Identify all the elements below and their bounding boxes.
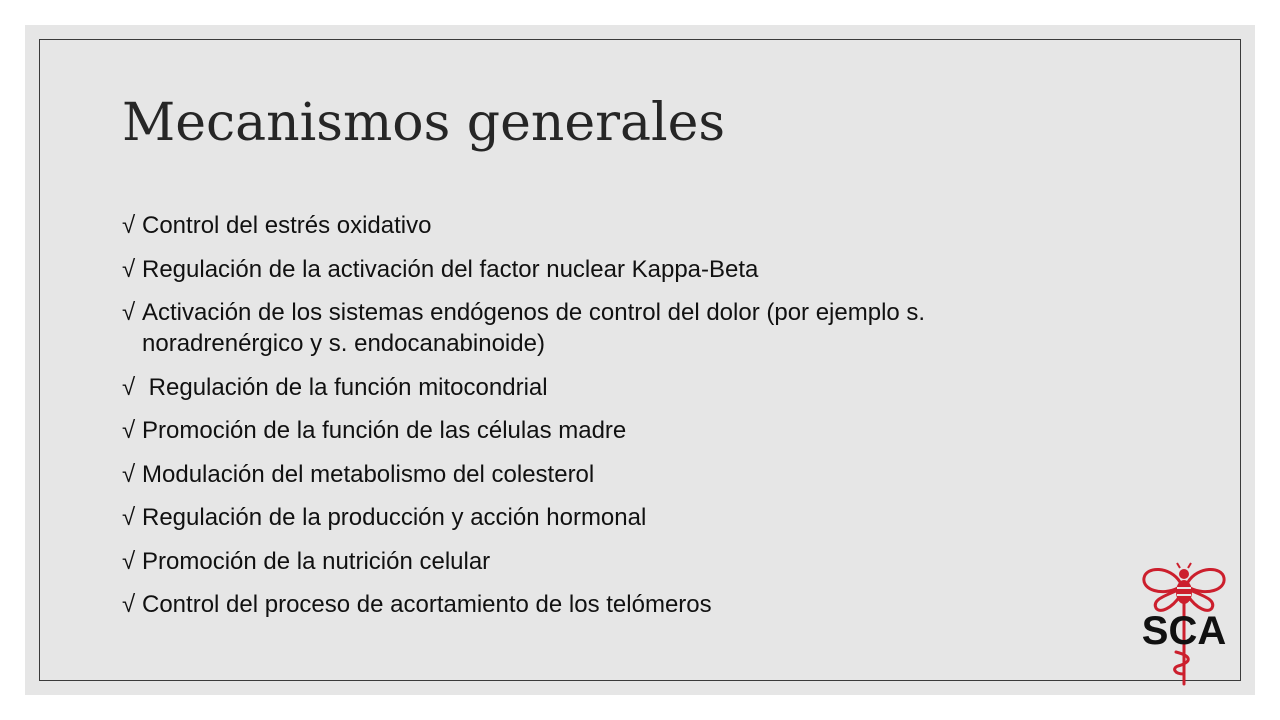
bullet-text: Modulación del metabolismo del colesterol xyxy=(142,460,595,488)
logo-text: SCA xyxy=(1141,609,1227,653)
checkmark-icon: √ xyxy=(122,547,136,575)
bullet-item xyxy=(122,254,1082,285)
checkmark-icon: √ xyxy=(122,373,136,401)
bullet-text: Control del proceso de acortamiento de los telómeros xyxy=(142,591,712,618)
checkmark-icon: √ xyxy=(122,212,136,239)
bullet-item xyxy=(122,502,1082,533)
bullet-list xyxy=(122,210,1082,633)
sca-logo xyxy=(1132,560,1236,688)
bullet-text: Regulación de la activación del factor nuclear Kappa-Beta xyxy=(142,255,759,283)
bullet-text: Activación de los sistemas endógenos de control del dolor (por ejemplo s. noradrenérgico y s. endocanabinoide) xyxy=(142,299,926,357)
bullet-text: Regulación de la producción y acción hormonal xyxy=(142,504,647,531)
bee-body-icon xyxy=(1176,580,1192,604)
bullet-text: Regulación de la función mitocondrial xyxy=(142,373,548,401)
slide-title: Mecanismos generales xyxy=(122,93,726,153)
bullet-item xyxy=(122,297,1082,359)
bullet-item xyxy=(122,546,1082,577)
bullet-text: Control del estrés oxidativo xyxy=(142,212,432,239)
checkmark-icon: √ xyxy=(122,504,136,531)
checkmark-icon: √ xyxy=(122,460,136,488)
bullet-item xyxy=(122,372,1082,403)
checkmark-icon: √ xyxy=(122,417,136,444)
bullet-item xyxy=(122,589,1082,620)
bee-head-icon xyxy=(1179,569,1189,579)
bullet-text: Promoción de la nutrición celular xyxy=(142,547,491,575)
bullet-item xyxy=(122,459,1082,490)
checkmark-icon: √ xyxy=(122,299,136,326)
checkmark-icon: √ xyxy=(122,591,136,618)
bullet-item xyxy=(122,415,1082,446)
checkmark-icon: √ xyxy=(122,255,136,283)
bullet-text: Promoción de la función de las células madre xyxy=(142,417,627,444)
bullet-item xyxy=(122,210,1082,241)
